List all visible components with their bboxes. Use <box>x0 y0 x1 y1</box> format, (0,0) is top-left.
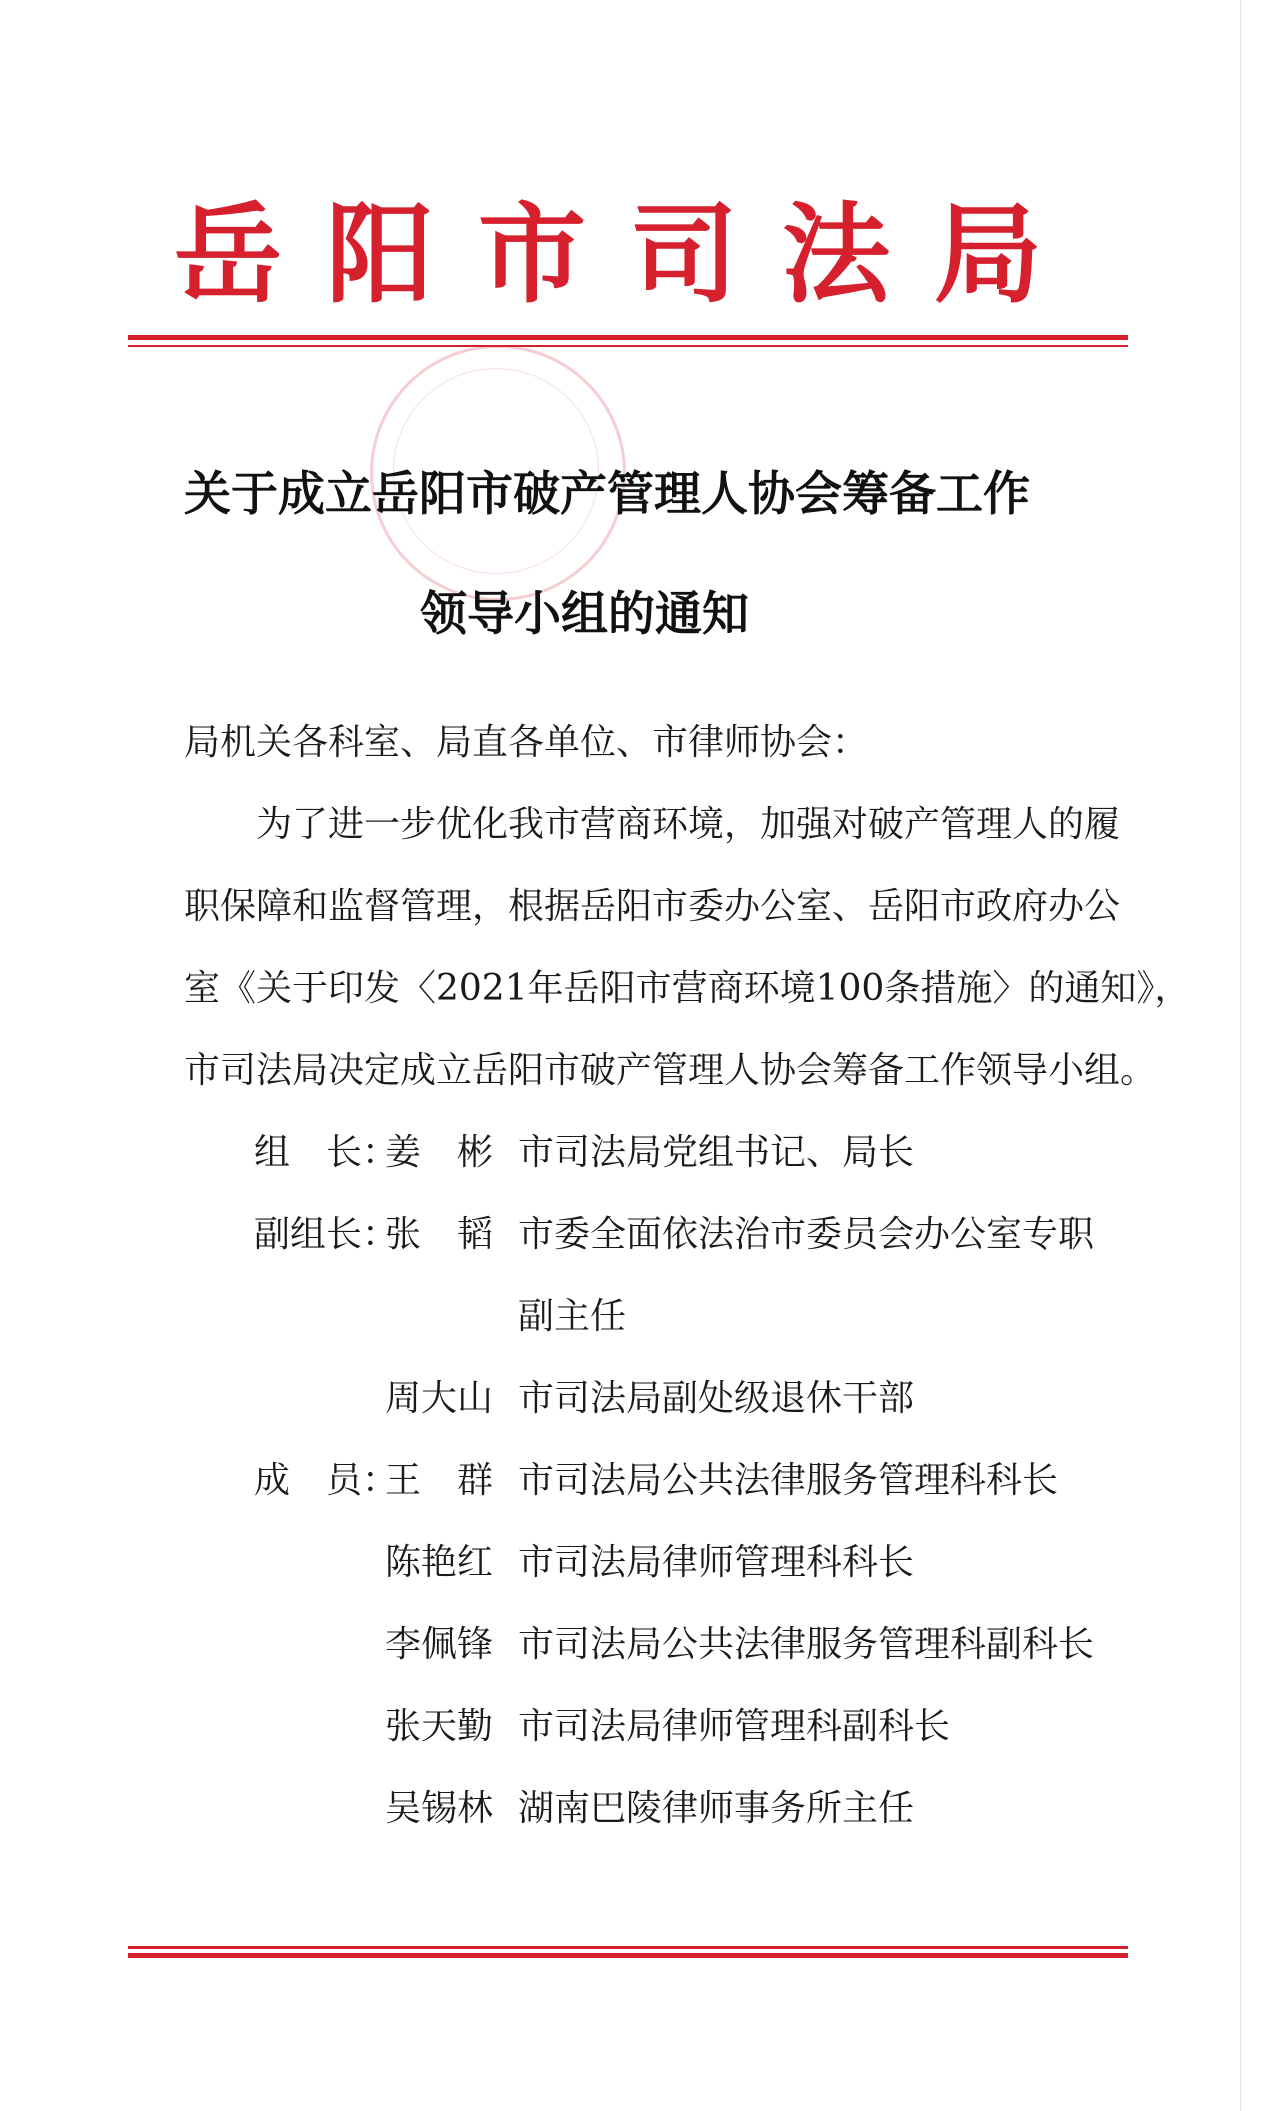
paragraph-line: 市司法局决定成立岳阳市破产管理人协会筹备工作领导小组。 <box>184 1050 1157 1091</box>
paragraph-line: 职保障和监督管理，根据岳阳市委办公室、岳阳市政府办公 <box>184 886 1121 927</box>
member-duty: 湖南巴陵律师事务所主任 <box>518 1788 915 1829</box>
document-title-line-1: 关于成立岳阳市破产管理人协会筹备工作 <box>184 467 1030 522</box>
member-duty: 市司法局律师管理科科长 <box>518 1542 915 1583</box>
member-name: 姜 彬 <box>385 1132 494 1173</box>
member-name: 张天勤 <box>385 1706 494 1747</box>
member-duty: 市司法局公共法律服务管理科科长 <box>518 1460 1059 1501</box>
masthead-rule-thin <box>128 345 1128 347</box>
member-name: 王 群 <box>385 1460 494 1501</box>
paragraph-line: 室《关于印发〈2021年岳阳市营商环境100条措施〉的通知》， <box>184 968 1191 1009</box>
member-name: 吴锡林 <box>385 1788 494 1829</box>
member-role-label: 成 员： <box>254 1460 399 1501</box>
member-duty: 市司法局党组书记、局长 <box>518 1132 915 1173</box>
member-duty: 市委全面依法治市委员会办公室专职 <box>518 1214 1095 1255</box>
addressee-line: 局机关各科室、局直各单位、市律师协会： <box>184 722 869 763</box>
page-edge-line <box>1240 0 1241 2111</box>
member-name: 陈艳红 <box>385 1542 494 1583</box>
member-duty: 市司法局公共法律服务管理科副科长 <box>518 1624 1095 1665</box>
document-title-line-2: 领导小组的通知 <box>420 587 749 642</box>
member-duty: 市司法局律师管理科副科长 <box>518 1706 951 1747</box>
member-duty-continued: 副主任 <box>518 1296 627 1337</box>
member-name: 李佩锋 <box>385 1624 494 1665</box>
member-duty: 市司法局副处级退休干部 <box>518 1378 915 1419</box>
member-role-label: 副组长： <box>254 1214 399 1255</box>
masthead-rule-thick <box>128 335 1128 340</box>
masthead-org-name: 岳阳市司法局 <box>173 192 1086 318</box>
paragraph-line: 为了进一步优化我市营商环境，加强对破产管理人的履 <box>256 804 1121 845</box>
footer-rule-thick <box>128 1953 1128 1958</box>
member-name: 张 韬 <box>385 1214 494 1255</box>
footer-rule-thin <box>128 1946 1128 1949</box>
member-name: 周大山 <box>385 1378 494 1419</box>
member-role-label: 组 长： <box>254 1132 399 1173</box>
